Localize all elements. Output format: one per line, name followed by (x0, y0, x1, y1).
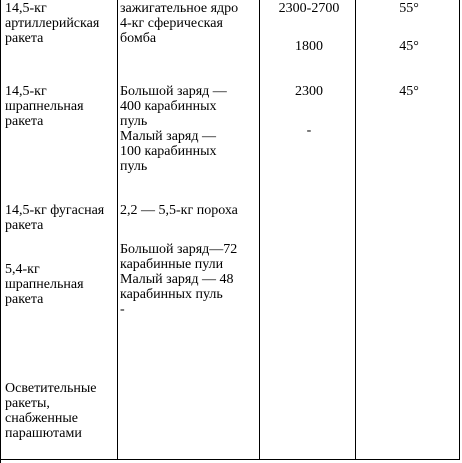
charge-cell (120, 84, 260, 174)
rocket-name-line: снабженные (5, 411, 79, 426)
rocket-name-line: артиллерийская (5, 16, 100, 31)
range-value: 1800 (295, 39, 323, 54)
rocket-name-line: ракета (5, 31, 44, 46)
rocket-name-line: шрапнельная (5, 99, 84, 114)
range-value: 2300-2700 (278, 1, 340, 16)
range-value: 2300 (295, 84, 323, 99)
charge-line: 4-кг сферическая (120, 16, 223, 31)
charge-line: зажигательное ядро (120, 1, 239, 16)
rocket-name-line: ракета (5, 218, 44, 233)
table-border-right (459, 0, 460, 460)
charge-line: Большой заряд — (120, 84, 227, 99)
rocket-name-cell (5, 381, 117, 441)
rocket-name-line: ракета (5, 292, 44, 307)
rocket-name-line: 14,5-кг (5, 1, 47, 16)
rocket-name-line: шрапнельная (5, 277, 84, 292)
angle-value: 45° (399, 84, 419, 99)
charge-line: Малый заряд — (120, 129, 216, 144)
charge-line: карабинных пуль (120, 287, 223, 302)
rocket-name-line: 5,4-кг (5, 262, 40, 277)
table-border-left (0, 0, 1, 463)
charge-line: Малый заряд — 48 (120, 272, 234, 287)
rocket-name-line: парашютами (5, 426, 82, 441)
rocket-name-cell (5, 203, 117, 233)
rocket-name-cell (5, 84, 117, 129)
rocket-name-line: ракеты, (5, 396, 50, 411)
charge-line: пуль (120, 114, 148, 129)
angle-value: 55° (399, 1, 419, 16)
column-divider-3 (355, 0, 356, 460)
charge-cell (120, 1, 260, 46)
charge-cell (120, 203, 260, 218)
rocket-name-line: Осветительные (5, 381, 97, 396)
rocket-name-cell (5, 1, 117, 46)
rocket-name-line: ракета (5, 114, 44, 129)
charge-line: 100 карабинных (120, 144, 217, 159)
charge-line: карабинные пули (120, 257, 224, 272)
angle-value: 45° (399, 39, 419, 54)
column-divider-2 (259, 0, 260, 460)
charge-line: пуль (120, 159, 148, 174)
rocket-name-cell (5, 262, 117, 307)
column-divider-1 (117, 0, 118, 460)
table-border-bottom (0, 459, 460, 460)
charge-line: - (120, 302, 125, 317)
charge-cell (120, 242, 260, 317)
charge-line: бомба (120, 31, 157, 46)
charge-line: 400 карабинных (120, 99, 217, 114)
charge-line: Большой заряд—72 (120, 242, 238, 257)
charge-line: 2,2 — 5,5-кг пороха (120, 203, 238, 218)
rocket-name-line: 14,5-кг фугасная (5, 203, 105, 218)
range-value: - (306, 123, 312, 138)
rocket-name-line: 14,5-кг (5, 84, 47, 99)
